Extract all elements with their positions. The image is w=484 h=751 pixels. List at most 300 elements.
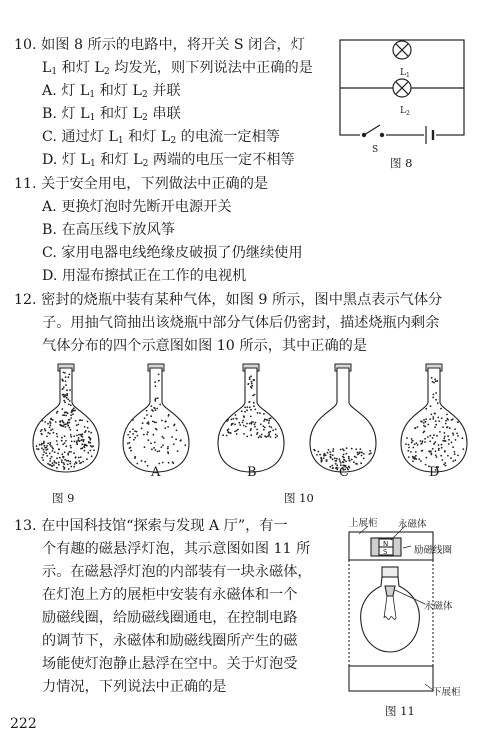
gas-dot bbox=[359, 451, 361, 453]
gas-dot bbox=[70, 466, 72, 468]
gas-dot bbox=[55, 421, 57, 423]
gas-dot bbox=[164, 427, 166, 429]
gas-dot bbox=[251, 383, 253, 385]
gas-dot bbox=[49, 427, 51, 429]
gas-dot bbox=[261, 434, 263, 436]
gas-dot bbox=[260, 423, 262, 425]
gas-dot bbox=[127, 443, 129, 445]
gas-dot bbox=[432, 381, 434, 383]
gas-dot bbox=[42, 454, 44, 456]
lower-cabinet bbox=[349, 666, 433, 691]
gas-dot bbox=[317, 451, 319, 453]
gas-dot bbox=[449, 427, 451, 429]
gas-dot bbox=[144, 417, 146, 419]
gas-dot bbox=[61, 440, 63, 442]
gas-dot bbox=[64, 442, 66, 444]
gas-dot bbox=[342, 461, 344, 463]
q13-line5: 励磁线圈，给励磁线圈通电，在控制电路 bbox=[42, 610, 298, 626]
gas-dot bbox=[454, 453, 456, 455]
gas-dot bbox=[250, 434, 252, 436]
gas-dot bbox=[432, 448, 434, 450]
gas-dot bbox=[447, 455, 449, 457]
gas-dot bbox=[41, 444, 43, 446]
gas-dot bbox=[263, 429, 265, 431]
gas-dot bbox=[129, 431, 131, 433]
gas-dot bbox=[130, 450, 132, 452]
gas-dot bbox=[370, 452, 372, 454]
gas-dot bbox=[70, 436, 72, 438]
q13-number: 13. bbox=[14, 518, 37, 534]
gas-dot bbox=[361, 455, 363, 457]
gas-dot bbox=[64, 435, 66, 437]
gas-dot bbox=[84, 450, 86, 452]
gas-dot bbox=[66, 389, 68, 391]
gas-dot bbox=[64, 401, 66, 403]
q13-line3: 示。在磁悬浮灯泡的内部装有一块永磁体， bbox=[42, 564, 312, 580]
gas-dot bbox=[86, 458, 88, 460]
gas-dot bbox=[360, 462, 362, 464]
gas-dot bbox=[49, 458, 51, 460]
gas-dot bbox=[171, 436, 173, 438]
gas-dot bbox=[254, 426, 256, 428]
gas-dot bbox=[156, 408, 158, 410]
gas-dot bbox=[238, 422, 240, 424]
gas-dot bbox=[152, 410, 154, 412]
gas-dot bbox=[59, 424, 61, 426]
gas-dot bbox=[41, 447, 43, 449]
gas-dot bbox=[58, 462, 60, 464]
gas-dot bbox=[429, 435, 431, 437]
gas-dot bbox=[456, 433, 458, 435]
gas-dot bbox=[332, 448, 334, 450]
gas-dot bbox=[70, 451, 72, 453]
gas-dot bbox=[447, 426, 449, 428]
gas-dot bbox=[455, 439, 457, 441]
gas-dot bbox=[442, 426, 444, 428]
gas-dot bbox=[444, 462, 446, 464]
gas-dot bbox=[441, 444, 443, 446]
gas-dot bbox=[444, 432, 446, 434]
gas-dot bbox=[61, 420, 63, 422]
gas-dot bbox=[43, 449, 45, 451]
gas-dot bbox=[85, 430, 87, 432]
gas-dot bbox=[47, 432, 49, 434]
gas-dot bbox=[129, 437, 131, 439]
gas-dot bbox=[321, 461, 323, 463]
gas-dot bbox=[335, 463, 337, 465]
gas-dot bbox=[78, 460, 80, 462]
inner-magnet bbox=[385, 586, 395, 596]
gas-dot bbox=[448, 443, 450, 445]
gas-dot bbox=[243, 415, 245, 417]
gas-dot bbox=[270, 436, 272, 438]
page-number: 222 bbox=[10, 716, 37, 732]
gas-dot bbox=[59, 420, 61, 422]
gas-dot bbox=[49, 453, 51, 455]
gas-dot bbox=[72, 413, 74, 415]
gas-dot bbox=[268, 422, 270, 424]
gas-dot bbox=[150, 415, 152, 417]
gas-dot bbox=[270, 417, 272, 419]
gas-dot bbox=[155, 428, 157, 430]
gas-dot bbox=[129, 442, 131, 444]
gas-dot bbox=[244, 407, 246, 409]
gas-dot bbox=[451, 419, 453, 421]
gas-dot bbox=[69, 400, 71, 402]
gas-dot bbox=[78, 434, 80, 436]
gas-dot bbox=[65, 426, 67, 428]
gas-dot bbox=[161, 420, 163, 422]
gas-dot bbox=[173, 443, 175, 445]
gas-dot bbox=[243, 433, 245, 435]
q12-line1: 12. 密封的烧瓶中装有某种气体，如图 9 所示，图中黑点表示气体分 bbox=[14, 292, 443, 308]
gas-dot bbox=[51, 446, 53, 448]
gas-dot bbox=[50, 418, 52, 420]
gas-dot bbox=[38, 448, 40, 450]
gas-dot bbox=[332, 467, 334, 469]
gas-dot bbox=[327, 452, 329, 454]
gas-dot bbox=[433, 394, 435, 396]
gas-dot bbox=[78, 437, 80, 439]
gas-dot bbox=[462, 437, 464, 439]
gas-dot bbox=[46, 445, 48, 447]
gas-dot bbox=[41, 433, 43, 435]
gas-dot bbox=[330, 454, 332, 456]
gas-dot bbox=[408, 447, 410, 449]
gas-dot bbox=[87, 452, 89, 454]
gas-dot bbox=[172, 461, 174, 463]
gas-dot bbox=[146, 410, 148, 412]
q13-line7: 场能使灯泡静止悬浮在空中。关于灯泡受 bbox=[42, 656, 298, 672]
gas-dot bbox=[452, 460, 454, 462]
gas-dot bbox=[435, 380, 437, 382]
gas-dot bbox=[320, 457, 322, 459]
gas-dot bbox=[252, 421, 254, 423]
gas-dot bbox=[90, 432, 92, 434]
gas-dot bbox=[351, 459, 353, 461]
gas-dot bbox=[425, 418, 427, 420]
gas-dot bbox=[79, 440, 81, 442]
gas-dot bbox=[90, 450, 92, 452]
gas-dot bbox=[62, 444, 64, 446]
gas-dot bbox=[46, 455, 48, 457]
gas-dot bbox=[168, 414, 170, 416]
gas-dot bbox=[52, 419, 54, 421]
gas-dot bbox=[250, 416, 252, 418]
gas-dot bbox=[245, 426, 247, 428]
gas-dot bbox=[254, 424, 256, 426]
gas-dot bbox=[431, 377, 433, 379]
gas-dot bbox=[457, 455, 459, 457]
gas-dot bbox=[262, 425, 264, 427]
gas-dot bbox=[445, 420, 447, 422]
gas-dot bbox=[68, 376, 70, 378]
gas-dot bbox=[167, 426, 169, 428]
gas-dot bbox=[411, 442, 413, 444]
gas-dot bbox=[334, 457, 336, 459]
gas-dot bbox=[353, 461, 355, 463]
gas-dot bbox=[433, 434, 435, 436]
gas-dot bbox=[457, 435, 459, 437]
gas-dot bbox=[411, 438, 413, 440]
label-upper-cabinet: 上展柜 bbox=[349, 518, 378, 529]
gas-dot bbox=[81, 433, 83, 435]
gas-dot bbox=[332, 458, 334, 460]
gas-dot bbox=[405, 443, 407, 445]
q10-option-c: C. 通过灯 $L_1$ 和灯 $L_2$ 的电流一定相等 bbox=[42, 129, 280, 146]
gas-dot bbox=[39, 444, 41, 446]
gas-dot bbox=[44, 430, 46, 432]
gas-dot bbox=[75, 420, 77, 422]
gas-dot bbox=[65, 440, 67, 442]
gas-dot bbox=[162, 436, 164, 438]
gas-dot bbox=[231, 424, 233, 426]
gas-dot bbox=[84, 426, 86, 428]
gas-dot bbox=[251, 387, 253, 389]
flask-a bbox=[123, 364, 189, 472]
gas-dot bbox=[451, 442, 453, 444]
gas-dot bbox=[46, 436, 48, 438]
gas-dot bbox=[154, 421, 156, 423]
gas-dot bbox=[336, 467, 338, 469]
gas-dot bbox=[253, 402, 255, 404]
gas-dot bbox=[161, 446, 163, 448]
gas-dot bbox=[324, 453, 326, 455]
q10-line2: $L_1$ 和灯 $L_2$ 均发光，则下列说法中正确的是 bbox=[42, 60, 313, 77]
gas-dot bbox=[259, 412, 261, 414]
gas-dot bbox=[439, 431, 441, 433]
gas-dot bbox=[336, 465, 338, 467]
gas-dot bbox=[444, 440, 446, 442]
gas-dot bbox=[332, 454, 334, 456]
gas-dot bbox=[45, 447, 47, 449]
gas-dot bbox=[73, 435, 75, 437]
gas-dot bbox=[36, 445, 38, 447]
gas-dot bbox=[83, 439, 85, 441]
gas-dot bbox=[443, 438, 445, 440]
gas-dot bbox=[62, 380, 64, 382]
gas-dot bbox=[63, 394, 65, 396]
gas-dot bbox=[59, 457, 61, 459]
gas-dot bbox=[416, 442, 418, 444]
gas-dot bbox=[231, 419, 233, 421]
gas-dot bbox=[454, 459, 456, 461]
gas-dot bbox=[134, 430, 136, 432]
gas-dot bbox=[76, 442, 78, 444]
gas-dot bbox=[343, 454, 345, 456]
gas-dot bbox=[56, 440, 58, 442]
gas-dot bbox=[68, 460, 70, 462]
fig8-caption: 图 8 bbox=[390, 156, 413, 170]
flask-outline bbox=[401, 368, 467, 472]
label-l1: $L_1$ bbox=[400, 68, 410, 79]
gas-dot bbox=[44, 421, 46, 423]
gas-dot bbox=[265, 436, 267, 438]
gas-dot bbox=[339, 460, 341, 462]
gas-dot bbox=[67, 398, 69, 400]
gas-dot bbox=[47, 448, 49, 450]
gas-dot bbox=[162, 462, 164, 464]
gas-dot bbox=[248, 401, 250, 403]
gas-dot bbox=[438, 420, 440, 422]
gas-dot bbox=[425, 408, 427, 410]
gas-dot bbox=[141, 460, 143, 462]
gas-dot bbox=[445, 465, 447, 467]
gas-dot bbox=[355, 448, 357, 450]
gas-dot bbox=[336, 469, 338, 471]
gas-dot bbox=[360, 452, 362, 454]
gas-dot bbox=[438, 444, 440, 446]
gas-dot bbox=[329, 451, 331, 453]
gas-dot bbox=[136, 463, 138, 465]
gas-dot bbox=[412, 457, 414, 459]
gas-dot bbox=[246, 423, 248, 425]
gas-dot bbox=[154, 442, 156, 444]
q11-number: 11. bbox=[14, 176, 37, 192]
gas-dot bbox=[423, 425, 425, 427]
gas-dot bbox=[73, 410, 75, 412]
gas-dot bbox=[420, 440, 422, 442]
gas-dot bbox=[68, 374, 70, 376]
gas-dot bbox=[431, 452, 433, 454]
gas-dot bbox=[313, 449, 315, 451]
gas-dot bbox=[132, 433, 134, 435]
gas-dot bbox=[57, 444, 59, 446]
gas-dot bbox=[440, 455, 442, 457]
gas-dot bbox=[257, 432, 259, 434]
gas-dot bbox=[52, 462, 54, 464]
gas-dot bbox=[348, 456, 350, 458]
gas-dot bbox=[426, 457, 428, 459]
gas-dot bbox=[270, 427, 272, 429]
gas-dot bbox=[167, 446, 169, 448]
flask-c bbox=[310, 364, 376, 472]
gas-dot bbox=[254, 409, 256, 411]
gas-dot bbox=[435, 392, 437, 394]
gas-dot bbox=[369, 453, 371, 455]
gas-dot bbox=[436, 380, 438, 382]
gas-dot bbox=[72, 409, 74, 411]
gas-dot bbox=[412, 447, 414, 449]
gas-dot bbox=[85, 444, 87, 446]
gas-dot bbox=[249, 377, 251, 379]
gas-dot bbox=[180, 440, 182, 442]
gas-dot bbox=[87, 421, 89, 423]
gas-dot bbox=[82, 461, 84, 463]
gas-dot bbox=[68, 422, 70, 424]
gas-dot bbox=[153, 407, 155, 409]
gas-dot bbox=[236, 433, 238, 435]
gas-dot bbox=[176, 430, 178, 432]
gas-dot bbox=[429, 440, 431, 442]
gas-dot bbox=[49, 433, 51, 435]
gas-dot bbox=[268, 431, 270, 433]
gas-dot bbox=[53, 432, 55, 434]
gas-dot bbox=[444, 436, 446, 438]
gas-dot bbox=[447, 419, 449, 421]
gas-dot bbox=[454, 451, 456, 453]
gas-dot bbox=[76, 424, 78, 426]
flasks-row bbox=[8, 362, 478, 477]
gas-dot bbox=[82, 436, 84, 438]
gas-dot bbox=[425, 464, 427, 466]
gas-dot bbox=[65, 423, 67, 425]
gas-dot bbox=[42, 420, 44, 422]
gas-dot bbox=[63, 400, 65, 402]
gas-dot bbox=[343, 457, 345, 459]
gas-dot bbox=[90, 442, 92, 444]
gas-dot bbox=[67, 425, 69, 427]
gas-dot bbox=[148, 423, 150, 425]
fig9-caption: 图 9 bbox=[52, 491, 75, 505]
gas-dot bbox=[408, 456, 410, 458]
gas-dot bbox=[127, 434, 129, 436]
q13-line8: 力情况，下列说法中正确的是 bbox=[42, 679, 227, 695]
fig10-caption: 图 10 bbox=[284, 491, 314, 505]
gas-dot bbox=[348, 457, 350, 459]
gas-dot bbox=[246, 406, 248, 408]
gas-dot bbox=[157, 451, 159, 453]
gas-dot bbox=[369, 450, 371, 452]
gas-dot bbox=[53, 464, 55, 466]
gas-dot bbox=[462, 448, 464, 450]
gas-dot bbox=[84, 444, 86, 446]
gas-dot bbox=[422, 440, 424, 442]
gas-dot bbox=[340, 449, 342, 451]
gas-dot bbox=[158, 374, 160, 376]
gas-dot bbox=[427, 424, 429, 426]
gas-dot bbox=[147, 431, 149, 433]
gas-dot bbox=[132, 419, 134, 421]
gas-dot bbox=[54, 462, 56, 464]
gas-dot bbox=[346, 453, 348, 455]
gas-dot bbox=[63, 422, 65, 424]
gas-dot bbox=[235, 414, 237, 416]
gas-dot bbox=[253, 405, 255, 407]
gas-dot bbox=[47, 443, 49, 445]
gas-dot bbox=[63, 386, 65, 388]
gas-dot bbox=[146, 414, 148, 416]
gas-dot bbox=[184, 444, 186, 446]
gas-dot bbox=[50, 424, 52, 426]
gas-dot bbox=[159, 404, 161, 406]
gas-dot bbox=[340, 462, 342, 464]
gas-dot bbox=[246, 409, 248, 411]
q10-option-d: D. 灯 $L_1$ 和灯 $L_2$ 两端的电压一定不相等 bbox=[42, 152, 295, 169]
gas-dot bbox=[134, 457, 136, 459]
gas-dot bbox=[239, 424, 241, 426]
gas-dot bbox=[351, 448, 353, 450]
gas-dot bbox=[70, 434, 72, 436]
gas-dot bbox=[50, 442, 52, 444]
gas-dot bbox=[249, 423, 251, 425]
q10-line1: 10. 如图 8 所示的电路中，将开关 S 闭合，灯 bbox=[14, 37, 305, 53]
gas-dot bbox=[410, 451, 412, 453]
gas-dot bbox=[316, 454, 318, 456]
flask-label-c: C bbox=[339, 465, 349, 480]
gas-dot bbox=[236, 430, 238, 432]
gas-dot bbox=[229, 432, 231, 434]
gas-dot bbox=[275, 434, 277, 436]
gas-dot bbox=[64, 411, 66, 413]
gas-dot bbox=[420, 460, 422, 462]
gas-dot bbox=[137, 435, 139, 437]
gas-dot bbox=[266, 419, 268, 421]
gas-dot bbox=[158, 380, 160, 382]
gas-dot bbox=[264, 418, 266, 420]
gas-dot bbox=[144, 446, 146, 448]
gas-dot bbox=[155, 422, 157, 424]
